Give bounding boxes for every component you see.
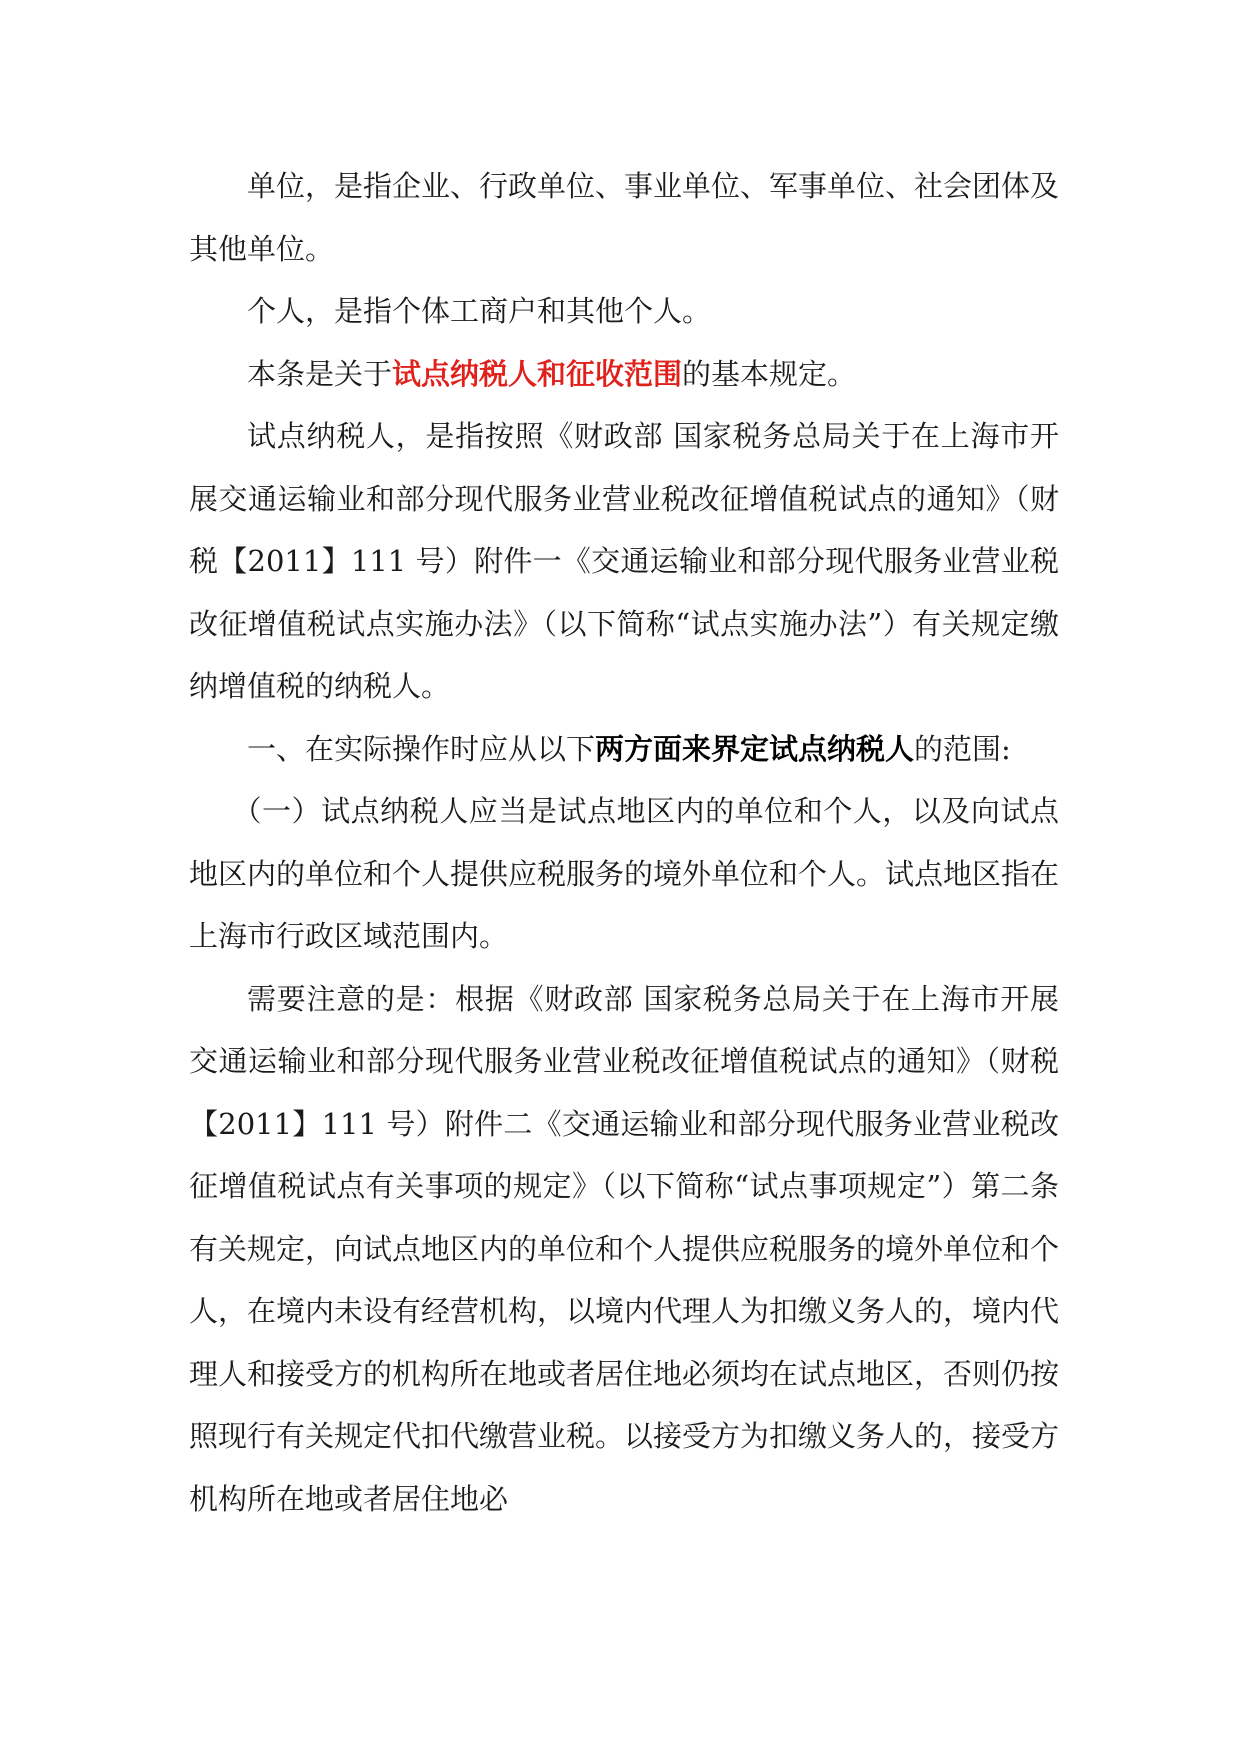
paragraph-individual-definition <box>189 280 1059 343</box>
paragraph-attention-note <box>189 968 1059 1531</box>
paragraph-text-after: 的基本规定。 <box>682 356 857 391</box>
document-body <box>189 155 1059 1530</box>
paragraph-basic-provision <box>189 343 1059 406</box>
paragraph-text-before: 本条是关于 <box>247 356 393 391</box>
paragraph-text-after: 的范围: <box>914 731 1011 766</box>
paragraph-text: 试点纳税人，是指按照《财政部 国家税务总局关于在上海市开展交通运输业和部分现代服务业营业税改征增值税试点的通知》（财税【2011】111 号）附件一《交通运输业和部分现代服务业营业税改征增值税试点实施办法》（以下简称“试点实施办法”）有关规定缴纳增值税的纳税人。 <box>189 419 1059 703</box>
highlighted-phrase: 试点纳税人和征收范围 <box>392 356 683 391</box>
paragraph-text: 个人，是指个体工商户和其他个人。 <box>247 294 712 328</box>
paragraph-unit-definition <box>189 155 1059 280</box>
paragraph-taxpayer-definition <box>189 405 1059 718</box>
paragraph-item-one <box>189 780 1059 968</box>
paragraph-text: （一）试点纳税人应当是试点地区内的单位和个人，以及向试点地区内的单位和个人提供应税服务的境外单位和个人。试点地区指在上海市行政区域范围内。 <box>189 794 1060 953</box>
paragraph-text: 单位，是指企业、行政单位、事业单位、军事单位、社会团体及其他单位。 <box>189 169 1060 266</box>
bold-phrase: 两方面来界定试点纳税人 <box>595 731 915 766</box>
paragraph-text-before: 一、在实际操作时应从以下 <box>247 731 596 766</box>
paragraph-text: 需要注意的是：根据《财政部 国家税务总局关于在上海市开展交通运输业和部分现代服务业营业税改征增值税试点的通知》（财税【2011】111 号）附件二《交通运输业和部分现代服务业营业税改征增值税试点有关事项的规定》（以下简称“试点事项规定”）第二条有关规定，向试点地区内的单位和个人提供应税服务的境外单位和个人，在境内未设有经营机构，以境内代理人为扣缴义务人的，境内代理人和接受方的机构所在地或者居住地必须均在试点地区，否则仍按照现行有关规定代扣代缴营业税。以接受方为扣缴义务人的，接受方机构所在地或者居住地必 <box>189 981 1060 1516</box>
paragraph-section-one-heading <box>189 718 1059 781</box>
